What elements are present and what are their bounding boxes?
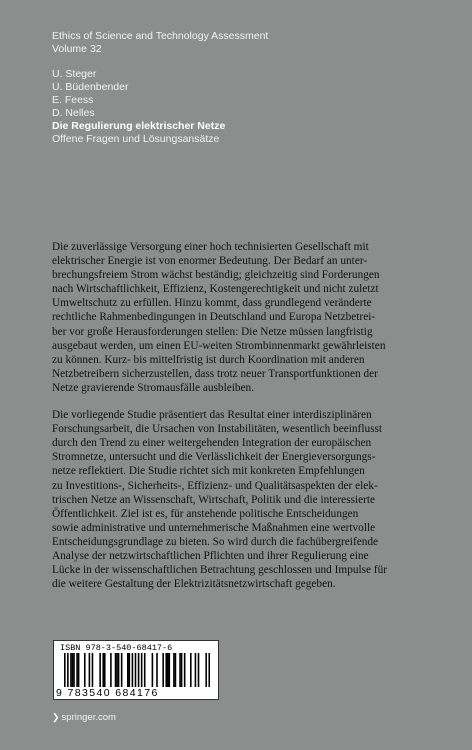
- barcode-bar: [67, 653, 69, 687]
- barcode-bar: [175, 653, 177, 687]
- blurb-line: zu Investitions-, Sicherheits-, Effizienz- und Qualitätsaspekten der elek-: [52, 479, 378, 492]
- blurb-line: sowie administrative und unternehmerische Maßnahmen eine wertvolle: [52, 521, 376, 534]
- barcode-bar: [162, 653, 164, 687]
- blurb-text: [52, 240, 424, 604]
- author: U. Büdenbender: [52, 81, 129, 93]
- barcode-bar: [70, 653, 72, 687]
- barcode-bar: [167, 653, 169, 687]
- barcode-bar: [89, 653, 91, 687]
- barcode-bar: [198, 653, 200, 687]
- author: D. Nelles: [52, 107, 95, 119]
- barcode-bar: [84, 653, 86, 687]
- blurb-line: ber vor große Herausforderungen stellen: Die Netze müssen langfristig: [52, 325, 373, 338]
- blurb-paragraph-2: [52, 408, 424, 591]
- isbn-number: ISBN 978-3-540-68417-6: [60, 643, 173, 653]
- barcode-bar: [110, 653, 112, 687]
- barcode-bar: [152, 653, 154, 687]
- blurb-line: Netze gravierende Stromausfälle ausbleiben.: [52, 381, 255, 394]
- book-subtitle: Offene Fragen und Lösungsansätze: [52, 133, 220, 145]
- blurb-line: Forschungsarbeit, die Ursachen von Instabilitäten, wesentlich beeinflusst: [52, 423, 383, 436]
- barcode-bar: [173, 653, 175, 687]
- barcode-bar: [73, 653, 75, 687]
- ean-digits: 9 783540 684176: [56, 687, 159, 699]
- barcode-bar: [64, 653, 66, 687]
- barcode-bar: [195, 653, 197, 687]
- isbn-barcode: [53, 640, 219, 700]
- blurb-line: Umweltschutz zu erfüllen. Hinzu kommt, dass grundlegend veränderte: [52, 297, 372, 310]
- blurb-line: trischen Netze an Wissenschaft, Wirtschaft, Politik und die interessierte: [52, 493, 376, 506]
- author: U. Steger: [52, 68, 97, 80]
- book-title: Die Regulierung elektrischer Netze: [52, 120, 226, 132]
- barcode-bar: [156, 653, 158, 687]
- barcode-bar: [184, 653, 186, 687]
- barcode-bar: [78, 653, 80, 687]
- barcode-bar: [92, 653, 94, 687]
- barcode-bar: [76, 653, 78, 687]
- barcode-bar: [118, 653, 120, 687]
- blurb-line: Die zuverlässige Versorgung einer hoch technisierten Gesellschaft mit: [52, 241, 369, 253]
- blurb-paragraph-1: [52, 240, 424, 395]
- barcode-bar: [208, 653, 210, 687]
- chevron-right-icon: ❯: [52, 712, 60, 722]
- publisher-link[interactable]: [52, 712, 116, 723]
- blurb-line: Stromnetze, untersucht und die Verlässlichkeit der Energieversorgungs-: [52, 451, 376, 464]
- barcode-bar: [116, 653, 118, 687]
- barcode-bar: [72, 653, 74, 687]
- blurb-line: nach Wirtschaftlichkeit, Effizienz, Kostengerechtigkeit und nicht zuletzt: [52, 283, 379, 296]
- barcode-bar: [104, 653, 106, 687]
- barcode-bar: [121, 653, 123, 687]
- volume-number: Volume 32: [52, 43, 102, 55]
- barcode-bar: [115, 653, 117, 687]
- barcode-bar: [144, 653, 146, 687]
- blurb-line: netze reflektiert. Die Studie richtet sich mit konkreten Empfehlungen: [52, 465, 365, 478]
- barcode-bar: [102, 653, 104, 687]
- barcode-bar: [169, 653, 171, 687]
- series-name: Ethics of Science and Technology Assessment: [52, 30, 269, 42]
- blurb-line: elektrischer Energie ist von enormer Bedeutung. Der Bedarf an unter-: [52, 255, 368, 268]
- barcode-bar: [138, 653, 140, 687]
- barcode-bar: [129, 653, 131, 687]
- barcode-bar: [141, 653, 143, 687]
- blurb-line: Netzbetreibern sicherzustellen, dass trotz neuer Transportfunktionen der: [52, 367, 378, 380]
- blurb-line: rechtliche Rahmenbedingungen in Deutschland und Europa Netzbetrei-: [52, 311, 376, 324]
- barcode-bar: [205, 653, 207, 687]
- barcode-bar: [179, 653, 181, 687]
- blurb-line: Entscheidungsgrundlage zu bieten. So wird durch die fachübergreifende: [52, 535, 379, 548]
- barcode-bar: [135, 653, 137, 687]
- blurb-line: brechungsfreiem Strom wächst beständig; gleichzeitig sind Forderungen: [52, 269, 380, 282]
- barcode-bar: [132, 653, 134, 687]
- blurb-line: durch den Trend zu einer weitergehenden Integration der europäischen: [52, 437, 372, 450]
- blurb-line: Öffentlichkeit. Ziel ist es, für anstehende politische Entscheidungen: [52, 507, 359, 520]
- blurb-line: zu können. Kurz- bis mittelfristig ist durch Koordination mit anderen: [52, 353, 365, 366]
- blurb-line: ausgebaut werden, um einen EU-weiten Strombinnenmarkt gewährleisten: [52, 339, 386, 352]
- blurb-line: Lücke in der wissenschaftlichen Betrachtung geschlossen und Impulse für: [52, 564, 388, 577]
- barcode-bar: [127, 653, 129, 687]
- barcode-bar: [181, 653, 183, 687]
- publisher-url: springer.com: [61, 712, 116, 723]
- barcode-bar: [165, 653, 167, 687]
- barcode-bar: [190, 653, 192, 687]
- blurb-line: Die vorliegende Studie präsentiert das Resultat einer interdisziplinären: [52, 409, 372, 422]
- blurb-line: die weitere Gestaltung der Elektrizitätsnetzwirtschaft gegeben.: [52, 578, 336, 591]
- barcode-bar: [99, 653, 101, 687]
- blurb-line: Analyse der netzwirtschaftlichen Pflichten und ihrer Regulierung eine: [52, 549, 369, 562]
- author-list: [52, 68, 268, 120]
- cover-header: [52, 30, 268, 146]
- author: E. Feess: [52, 94, 94, 106]
- barcode-bars: [64, 653, 210, 687]
